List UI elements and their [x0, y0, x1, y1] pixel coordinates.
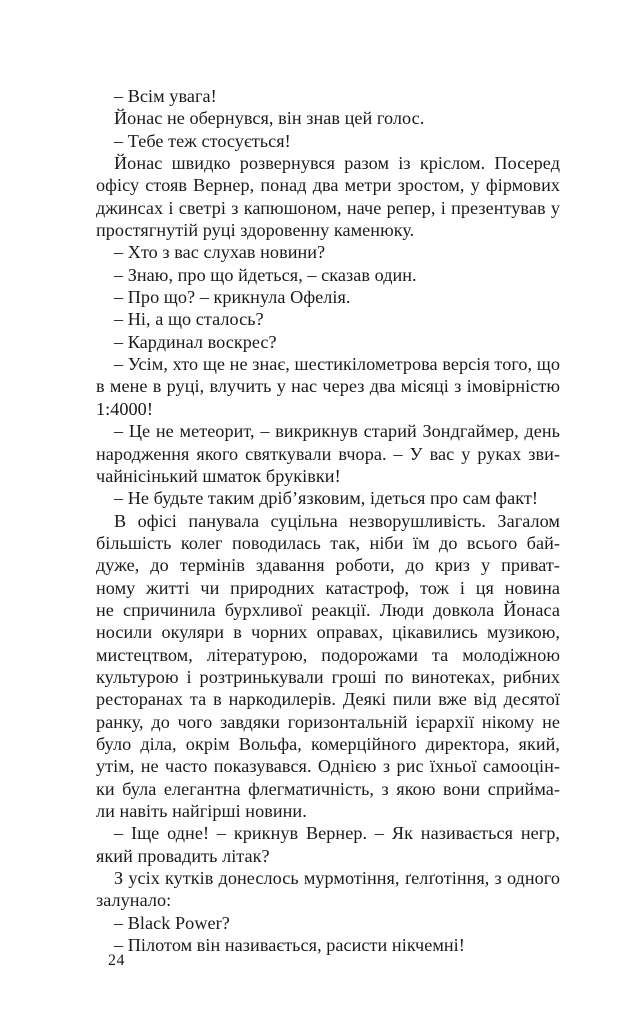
- text-line: – Це не метеорит, – викрикнув старий Зондгаймер, день: [114, 421, 560, 442]
- text-line: офісу стояв Вернер, понад два метри зростом, у фірмових: [96, 175, 560, 196]
- text-line: ному житті чи природних катастроф, тож і ця новина: [96, 577, 560, 598]
- text-line: – Всім увага!: [114, 86, 217, 106]
- text-line: який провадить літак?: [96, 845, 270, 866]
- text-line: дуже, до термінів здавання роботи, до криз у приват-: [96, 555, 560, 576]
- text-line: було діла, окрім Вольфа, комерційного директора, який,: [96, 733, 560, 754]
- text-line: З усіх кутків донеслось мурмотіння, ґелґотіння, з одного: [114, 868, 560, 889]
- text-line: носили окуляри в чорних оправах, цікавились музикою,: [96, 622, 560, 643]
- text-line: – Black Power?: [114, 912, 230, 933]
- text-line: в мене в руці, влучить у нас через два місяці з імовірністю: [96, 376, 560, 397]
- page-number: 24: [108, 952, 125, 969]
- text-line: – Хто з вас слухав новини?: [114, 242, 326, 263]
- text-line: – Тебе теж стосується!: [114, 130, 291, 151]
- text-line: джинсах і светрі з капюшоном, наче репер, і презентував у: [96, 197, 560, 218]
- text-line: – Про що? – крикнула Офелія.: [114, 287, 351, 308]
- text-line: – Іще одне! – крикнув Вернер. – Як називається негр,: [114, 823, 560, 844]
- text-line: ли навіть найгірші новини.: [96, 801, 307, 821]
- text-line: не спричинила бурхливої реакції. Люди довкола Йонаса: [96, 599, 560, 620]
- text-line: народження якого святкували вчора. – У вас у руках зви-: [96, 443, 560, 464]
- text-line: залунало:: [96, 890, 172, 911]
- text-line: – Знаю, про що йдеться, – сказав один.: [114, 264, 417, 285]
- text-line: чайнісінький шматок бруківки!: [96, 465, 341, 486]
- text-line: – Усім, хто ще не знає, шестикілометрова версія того, що: [114, 354, 560, 375]
- text-line: – Ні, а що сталось?: [114, 309, 264, 330]
- page-body-text: [96, 85, 560, 956]
- text-line: мистецтвом, літературою, подорожами та молодіжною: [96, 644, 560, 665]
- text-line: простягнутій руці здоровенну каменюку.: [96, 220, 415, 241]
- text-line: більшість колег поводилась так, ніби їм до всього бай-: [96, 532, 560, 553]
- text-line: 1:4000!: [96, 398, 153, 419]
- text-line: ранку, до чого завдяки горизонтальній ієрархії нікому не: [96, 711, 560, 732]
- text-line: В офісі панувала суцільна незворушливість. Загалом: [114, 510, 560, 531]
- text-line: ки була елегантна флегматичність, з якою вони сприйма-: [96, 778, 560, 799]
- text-line: – Не будьте таким дріб’язковим, ідеться про сам факт!: [114, 488, 538, 509]
- text-line: утім, не часто показувався. Однією з рис їхньої самооцін-: [96, 756, 560, 777]
- text-line: культурою і розтринькували гроші по винотеках, рибних: [96, 666, 560, 687]
- text-line: – Кардинал воскрес?: [114, 331, 277, 352]
- text-line: Йонас швидко розвернувся разом із кріслом. Посеред: [114, 153, 560, 174]
- text-line: – Пілотом він називається, расисти нікчемні!: [114, 935, 465, 956]
- text-line: ресторанах та в наркодилерів. Деякі пили вже від десятої: [96, 689, 560, 710]
- text-line: Йонас не обернувся, він знав цей голос.: [114, 108, 425, 129]
